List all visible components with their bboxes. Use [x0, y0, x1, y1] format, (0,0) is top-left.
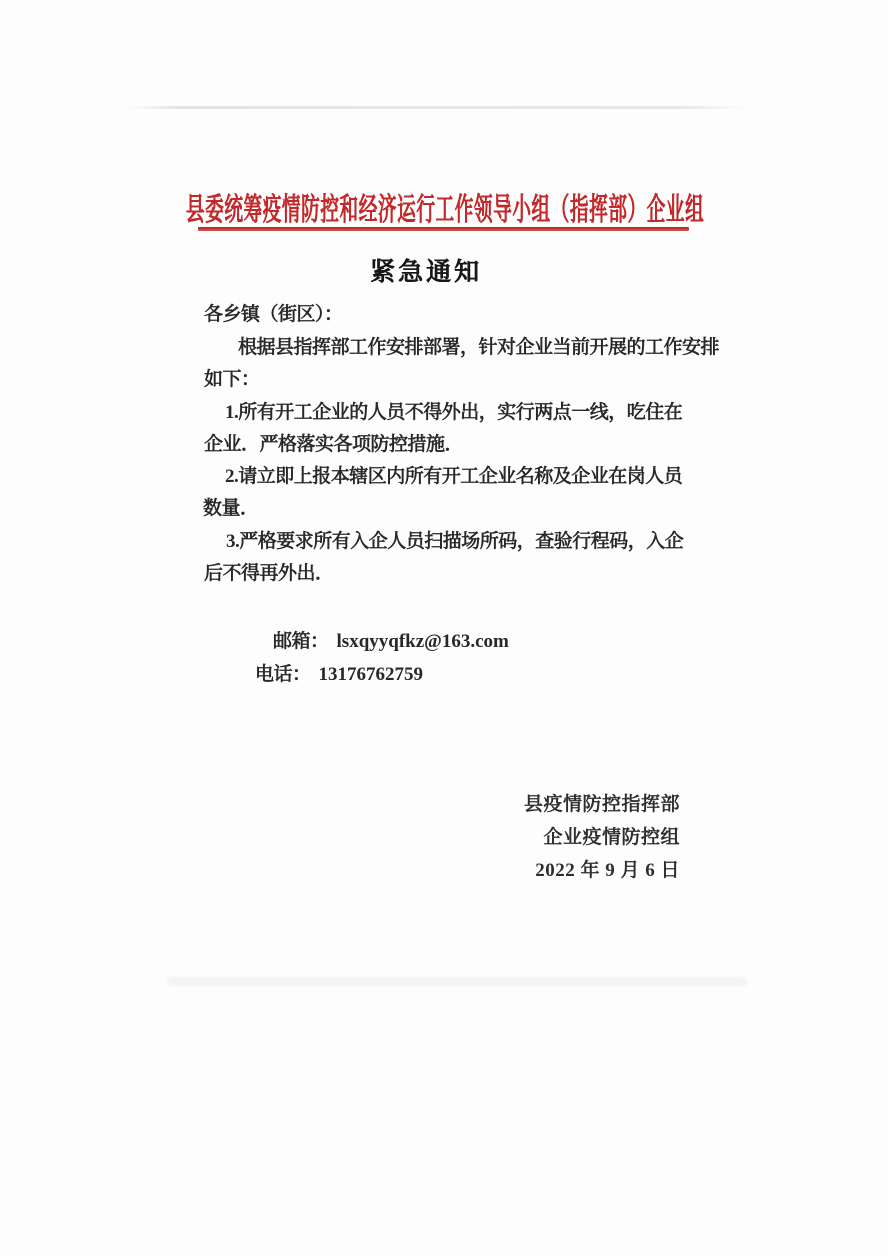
signature-org-1: 县疫情防控指挥部 [523, 794, 680, 815]
notice-heading: 紧急通知 [369, 259, 483, 286]
body-line-1: 根据县指挥部工作安排部署，针对企业当前开展的工作安排 [238, 337, 720, 358]
body-line-2: 如下： [204, 369, 260, 390]
body-line-5: 2.请立即上报本辖区内所有开工企业名称及企业在岗人员 [225, 466, 683, 487]
phone-label: 电话： [255, 664, 311, 685]
document-title [13, 184, 877, 229]
email-line [273, 626, 509, 653]
signature-block [524, 788, 680, 887]
body-line-4: 企业．严格落实各项防控措施． [204, 434, 464, 455]
signature-date: 2022 年 9 月 6 日 [535, 860, 680, 881]
salutation-line: 各乡镇（街区）： [204, 304, 343, 325]
scan-smudge [167, 977, 747, 986]
email-value: lsxqyyqfkz@163.com [336, 631, 509, 652]
signature-org-2: 企业疫情防控组 [543, 827, 680, 848]
scan-divider-line [128, 106, 746, 109]
body-line-3: 1.所有开工企业的人员不得外出，实行两点一线，吃住在 [225, 402, 683, 423]
body-line-7: 3.严格要求所有入企人员扫描场所码，查验行程码，入企 [226, 531, 684, 552]
email-label: 邮箱： [273, 631, 329, 652]
phone-value: 13176762759 [318, 664, 424, 685]
title-underline [198, 227, 689, 231]
document-title-text: 县委统筹疫情防控和经济运行工作领导小组（指挥部）企业组 [185, 192, 705, 227]
phone-line [255, 659, 423, 686]
body-line-8: 后不得再外出． [204, 563, 334, 584]
body-line-6: 数量． [203, 498, 259, 519]
